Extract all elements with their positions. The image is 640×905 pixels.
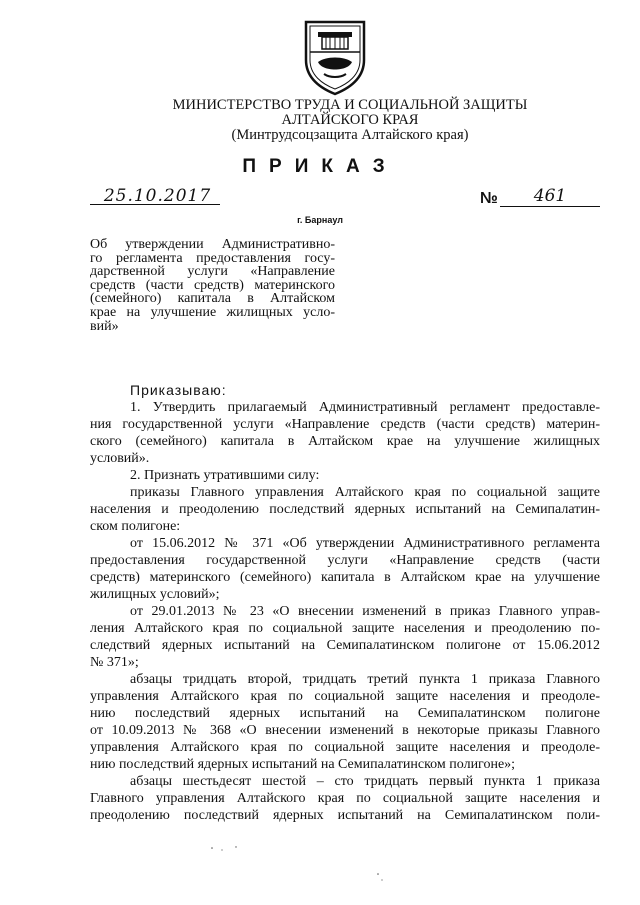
ministry-header (120, 98, 580, 143)
subject-line: вий» (90, 318, 119, 334)
order-body (90, 382, 600, 824)
order-date: 25.10.2017 (103, 186, 212, 206)
paragraph-line: от 15.06.2012 № 371 «Об утверждении Административного регламента (130, 536, 600, 551)
subject-line: го регламента предоставления госу- (90, 250, 335, 266)
paragraph-line: абзацы шестьдесят шестой – сто тридцать первый пункта 1 приказа (130, 774, 600, 789)
document-type-title: ПРИКАЗ (242, 156, 398, 177)
paragraph-line: нию последствий ядерных испытаний на Семипалатинском полигоне»; (90, 757, 516, 772)
subject-line: крае на улучшение жилищных усло- (90, 304, 335, 320)
paragraph-line: условий». (90, 451, 150, 466)
paragraph-line: приказы Главного управления Алтайского края по социальной защите (130, 485, 600, 500)
paragraph-line: ском полигоне: (90, 519, 181, 534)
paragraph-line: преодолению последствий ядерных испытаний на Семипалатинском поли- (90, 808, 600, 823)
paragraph-5 (90, 603, 600, 671)
paragraph-line: управления Алтайского края по социальной защите населения и преодоле- (90, 740, 600, 755)
subject-line: средств (части средств) материнского (90, 277, 335, 293)
number-label: № (480, 190, 498, 207)
ministry-name-line: МИНИСТЕРСТВО ТРУДА И СОЦИАЛЬНОЙ ЗАЩИТЫ (172, 97, 528, 113)
subject-line: Об утверждении Административно- (90, 237, 335, 252)
paragraph-line: управления Алтайского края по социальной защите населения и преодоле- (90, 689, 600, 704)
paragraph-line: № 371»; (90, 655, 139, 670)
paragraph-line: ния государственной услуги «Направление средств (части средств) материн- (90, 417, 600, 432)
paragraph-line: ления Алтайского края по социальной защите населения и преодолению по- (90, 621, 600, 636)
order-word: Приказываю: (130, 382, 227, 398)
paragraph-1 (90, 399, 600, 467)
ministry-region-line: АЛТАЙСКОГО КРАЯ (281, 112, 419, 128)
paragraph-line: следствий ядерных испытаний на Семипалатинском полигоне от 15.06.2012 (90, 638, 600, 653)
paragraph-line: средств) материнского (семейного) капитала в Алтайском крае на улучшение (90, 570, 600, 585)
subject-line: (семейного) капитала в Алтайском (90, 291, 335, 307)
paragraph-line: предоставления государственной услуги «Направление средств (части (90, 553, 600, 568)
ministry-short-name: (Минтрудсоцзащита Алтайского края) (231, 127, 469, 143)
paragraph-line: от 29.01.2013 № 23 «О внесении изменений в приказ Главного управ- (130, 604, 600, 619)
paragraph-line: населения и преодолению последствий ядерных испытаний на Семипалатин- (90, 502, 600, 517)
paragraph-7 (90, 773, 600, 824)
order-number: 461 (533, 186, 567, 206)
paragraph-line: Главного управления Алтайского края по социальной защите населения и (90, 791, 600, 806)
paragraph-line: нию последствий ядерных испытаний на Семипалатинском полигоне (90, 706, 600, 721)
paragraph-line: абзацы тридцать второй, тридцать третий пункта 1 приказа Главного (130, 672, 600, 687)
paragraph-2 (90, 467, 600, 484)
date-underline (90, 204, 220, 205)
paragraph-6 (90, 671, 600, 773)
paragraph-4 (90, 535, 600, 603)
coat-of-arms-icon (300, 16, 370, 96)
paragraph-line: от 10.09.2013 № 368 «О внесении изменений в некоторые приказы Главного (90, 723, 600, 738)
paragraph-line: ского (семейного) капитала в Алтайском крае на улучшение жилищных (90, 434, 600, 449)
scan-specks (200, 840, 400, 890)
coat-of-arms-emblem (300, 16, 370, 96)
number-underline (500, 206, 600, 207)
paragraph-line: жилищных условий»; (90, 587, 220, 602)
subject-line: дарственной услуги «Направление (90, 264, 335, 280)
paragraph-3 (90, 484, 600, 535)
order-subject (90, 238, 335, 333)
city-label: г. Барнаул (297, 215, 343, 225)
paragraph-line: 2. Признать утратившими силу: (130, 468, 320, 483)
paragraph-line: 1. Утвердить прилагаемый Административный регламент предоставле- (130, 400, 600, 415)
